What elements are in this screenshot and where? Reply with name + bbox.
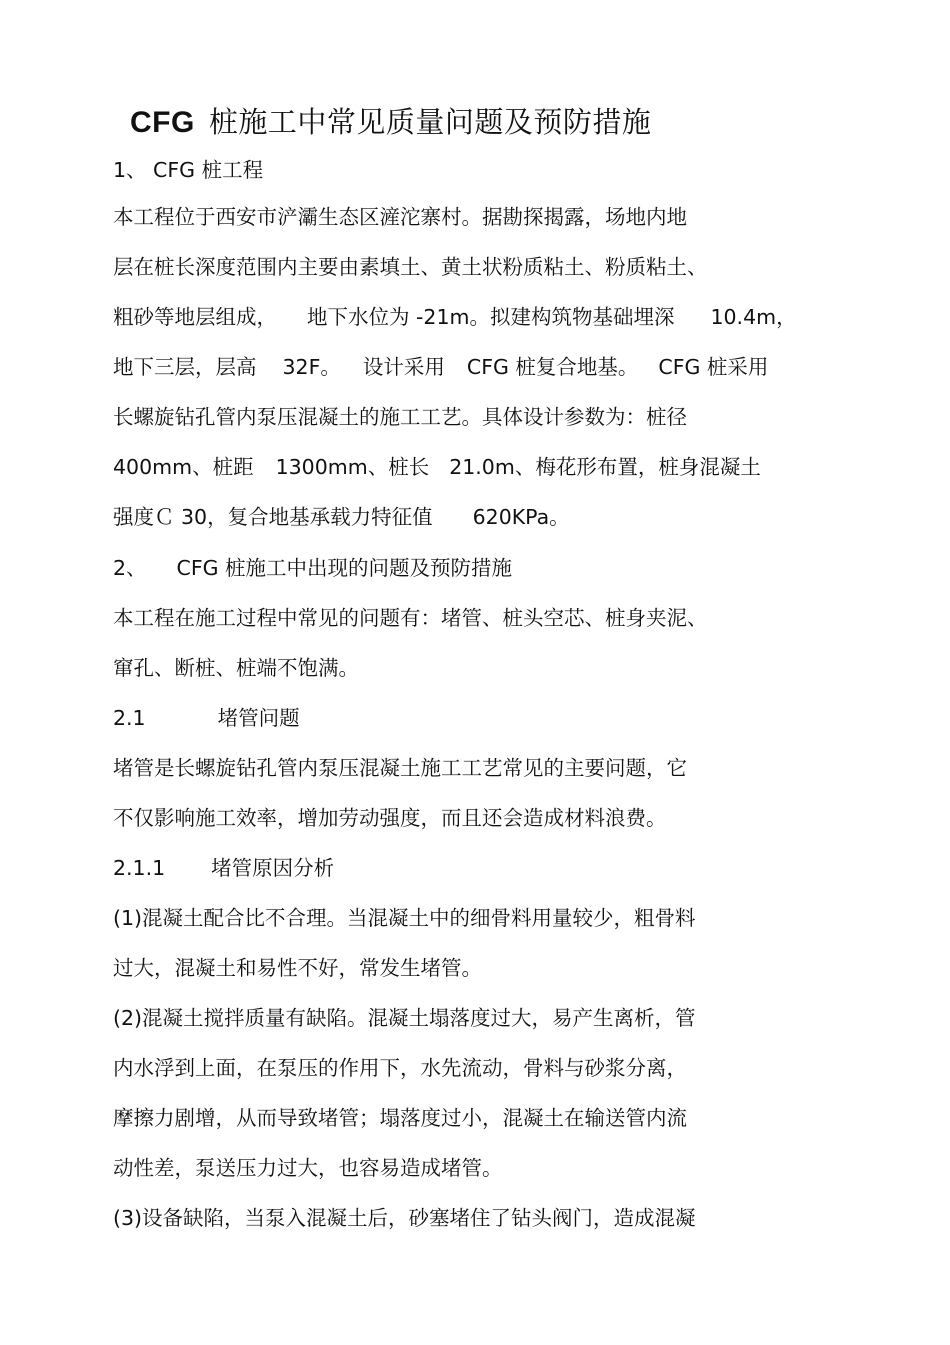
- text-segment: 长螺旋钻孔管内泵压混凝土的施工工艺。具体设计参数为：桩径: [113, 405, 687, 429]
- text-segment: (2)混凝土搅拌质量有缺陷。混凝土塌落度过大，易产生离析，管: [113, 1006, 696, 1030]
- text-segment: 2、: [113, 556, 147, 580]
- text-line: [113, 452, 761, 482]
- text-line: [113, 302, 797, 332]
- text-line: [113, 653, 359, 683]
- text-segment: 堵管问题: [217, 706, 300, 730]
- text-segment: 摩擦力剧增，从而导致堵管；塌落度过小，混凝土在输送管内流: [113, 1106, 687, 1130]
- text-segment: 强度Ｃ 30，复合地基承载力特征值: [113, 505, 433, 529]
- text-line: [113, 953, 482, 983]
- text-segment: 设计采用: [362, 355, 445, 379]
- text-segment: CFG 桩复合地基。: [466, 355, 639, 379]
- text-line: [113, 352, 768, 382]
- text-line: [113, 252, 708, 282]
- text-segment: 地下水位为 -21m。拟建构筑物基础埋深: [307, 305, 675, 329]
- text-line: [113, 853, 334, 883]
- text-line: [113, 502, 570, 532]
- text-line: [113, 803, 667, 833]
- text-line: [113, 1053, 687, 1083]
- text-segment: 堵管是长螺旋钻孔管内泵压混凝土施工工艺常见的主要问题，它: [113, 756, 687, 780]
- text-segment: 1300mm、桩长: [275, 455, 430, 479]
- text-segment: 10.4m，: [710, 305, 797, 329]
- text-segment: 21.0m、梅花形布置，桩身混凝土: [449, 455, 761, 479]
- text-segment: 本工程在施工过程中常见的问题有：堵管、桩头空芯、桩身夹泥、: [113, 606, 708, 630]
- text-line: [113, 1203, 696, 1233]
- text-segment: 400mm、桩距: [113, 455, 254, 479]
- text-segment: 动性差，泵送压力过大，也容易造成堵管。: [113, 1156, 503, 1180]
- text-line: [113, 202, 687, 232]
- text-segment: 窜孔、断桩、桩端不饱满。: [113, 656, 359, 680]
- text-line: [113, 603, 708, 633]
- text-segment: 1、 CFG 桩工程: [113, 158, 264, 182]
- text-line: [113, 903, 696, 933]
- text-line: [113, 1103, 687, 1133]
- text-segment: 层在桩长深度范围内主要由素填土、黄土状粉质粘土、粉质粘土、: [113, 255, 708, 279]
- text-segment: CFG 桩施工中出现的问题及预防措施: [176, 556, 513, 580]
- text-line: [113, 155, 263, 185]
- text-line: [113, 703, 300, 733]
- document-title-latin: CFG: [130, 106, 195, 139]
- text-segment: 内水浮到上面，在泵压的作用下，水先流动，骨料与砂浆分离，: [113, 1056, 687, 1080]
- document-title: [130, 100, 651, 145]
- text-line: [113, 402, 687, 432]
- text-segment: 2.1.1: [113, 856, 166, 880]
- text-line: [113, 1003, 696, 1033]
- document-title-text: 桩施工中常见质量问题及预防措施: [208, 105, 652, 139]
- text-segment: 堵管原因分析: [211, 856, 335, 880]
- text-segment: CFG 桩采用: [658, 355, 769, 379]
- text-line: [113, 1153, 503, 1183]
- text-segment: 620KPa。: [472, 505, 570, 529]
- text-segment: 粗砂等地层组成，: [113, 305, 277, 329]
- text-segment: (1)混凝土配合比不合理。当混凝土中的细骨料用量较少，粗骨料: [113, 906, 696, 930]
- text-segment: (3)设备缺陷，当泵入混凝土后，砂塞堵住了钻头阀门，造成混凝: [113, 1206, 696, 1230]
- text-segment: 过大，混凝土和易性不好，常发生堵管。: [113, 956, 482, 980]
- text-line: [113, 553, 512, 583]
- text-segment: 本工程位于西安市浐灞生态区滻沱寨村。据勘探揭露，场地内地: [113, 205, 687, 229]
- text-line: [113, 753, 687, 783]
- text-segment: 地下三层，层高: [113, 355, 257, 379]
- text-segment: 2.1: [113, 706, 146, 730]
- text-segment: 不仅影响施工效率，增加劳动强度，而且还会造成材料浪费。: [113, 806, 667, 830]
- text-segment: 32F。: [282, 355, 341, 379]
